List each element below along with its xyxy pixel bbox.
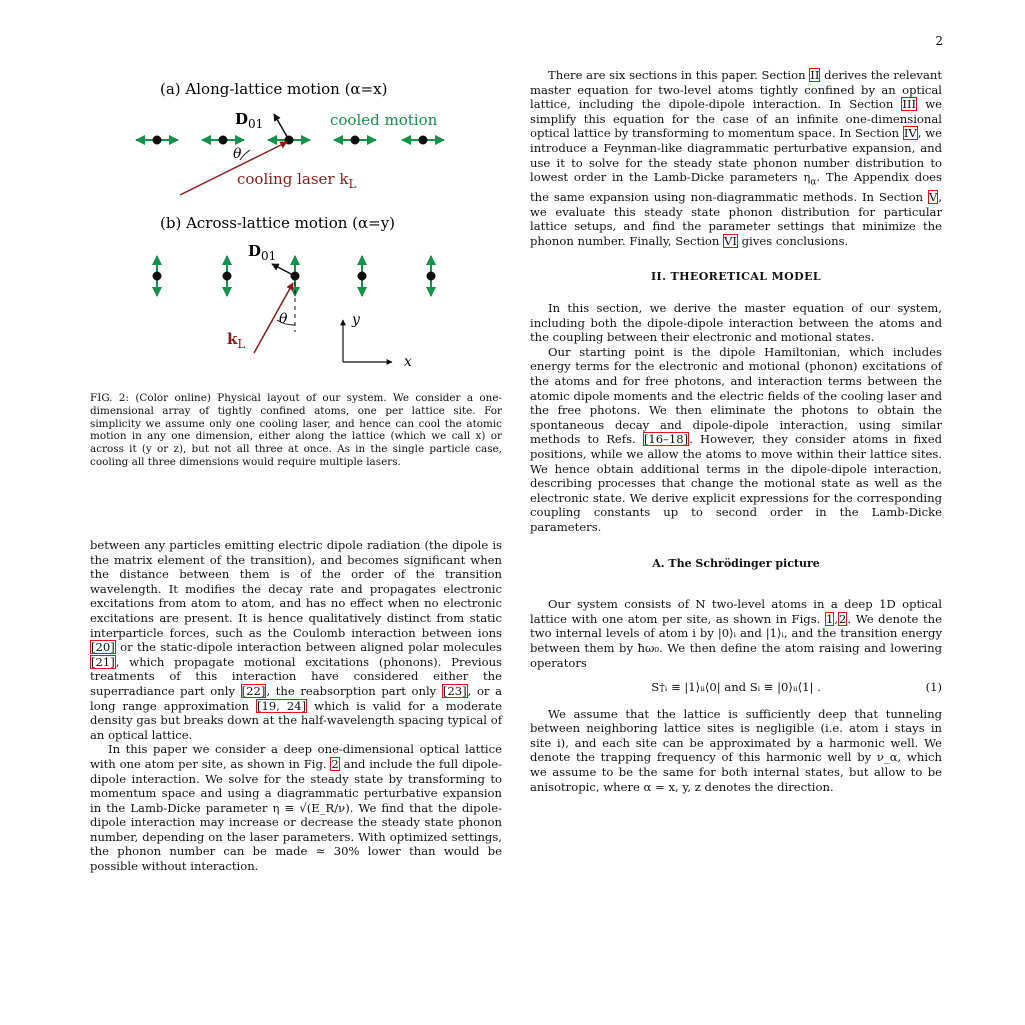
cooling-laser-label: cooling laser $k_L$	[237, 170, 357, 191]
axis-x-label: x	[404, 354, 412, 370]
citation-link[interactable]: [22]	[241, 683, 266, 698]
atom	[153, 272, 162, 281]
cooled-motion-label: cooled motion	[330, 111, 438, 129]
atom	[427, 272, 436, 281]
theta-b: θ	[279, 311, 288, 327]
citation-link[interactable]: [21]	[91, 654, 115, 669]
paragraph: Our starting point is the dipole Hamiltonian, which includes energy terms for the electronic and motional (phonon) excitations of the atoms and for free photons, and interaction terms between the atomic dipole moments and the electric fields of the cooling laser and the free photons. We then eliminate the photons to obtain the spontaneous decay and dipole-dipole interaction, using similar methods to Refs. [16–18]. However, they consider atoms in fixed positions, while we allow the atoms to move within their lattice sites. We hence obtain additional terms in the dipole-dipole interaction, describing processes that change the motional state as well as the electronic state. We derive explicit expressions for the corresponding coupling constants up to second order in the Lamb-Dicke parameters.	[530, 344, 942, 534]
atom	[358, 272, 367, 281]
panel-b-label: (b) Across-lattice motion (α=y)	[160, 214, 396, 232]
coordinate-axes	[343, 312, 412, 370]
paragraph: There are six sections in this paper. Section II derives the relevant master equation for two-level atoms tightly confined by an optical lattice, including the dipole-dipole interaction. In Section III we simplify this equation for the case of an infinite one-dimensional optical lattice by transforming to momentum space. In Section IV, we introduce a Feynman-like diagrammatic perturbative expansion, and use it to solve for the steady state phonon number distribution to lowest order in the Lamb-Dicke parameters $\eta_\alpha$. The Appendix does the same expansion using non-diagrammatic methods. In Section V, we evaluate this steady state phonon distribution for particular lattice setups, and find the parameter settings that minimize the phonon number. Finally, Section VI gives conclusions.	[530, 68, 942, 248]
figure-link[interactable]: 1	[825, 611, 834, 626]
citation-link[interactable]: [23]	[442, 683, 467, 698]
section-heading: II. THEORETICAL MODEL	[650, 270, 822, 284]
subsection-heading: A. The Schrödinger picture	[652, 556, 820, 570]
theta-a: θ	[233, 146, 242, 162]
figure-link[interactable]: 2	[331, 756, 339, 771]
panel-a-label: (a) Along-lattice motion (α=x)	[160, 80, 388, 98]
section-link[interactable]: III	[902, 97, 917, 112]
equation-number: (1)	[925, 680, 942, 695]
paragraph: Our system consists of N two-level atoms in a deep 1D optical lattice with one atom per site, as shown in Figs. 1,2. We denote the two internal levels of atom i by |0⟩ᵢ and |1⟩ᵢ, and the transition energy between them by ħω₀. We then define the atom raising and lowering operators	[530, 597, 942, 670]
atom	[219, 136, 228, 145]
dipole-arrow-a	[274, 114, 289, 140]
paragraph: between any particles emitting electric dipole radiation (the dipole is the matrix element of the transition), and becomes significant when the distance between them is of the order of the transition wavelength. It modifies the decay rate and propagates electronic excitations from atom to atom, and has no effect when no electronic excitations are present. It is hence qualitatively distinct from static interparticle forces, such as the Coulomb interaction between ions [20] or the static-dipole interaction between aligned polar molecules [21], which propagate motional excitations (phonons). Previous treatments of this interaction have considered either the superradiance part only [22], the reabsorption part only [23], or a long range approximation [19, 24] which is valid for a moderate density gas but breaks down at the half-wavelength spacing typical of an optical lattice.	[90, 538, 502, 742]
atom	[153, 136, 162, 145]
right-column	[530, 68, 942, 794]
equation-1	[530, 680, 942, 695]
paragraph: In this paper we consider a deep one-dimensional optical lattice with one atom per site, as shown in Fig. 2 and include the full dipole-dipole interaction. We solve for the steady state by transforming to momentum space and using a diagrammatic perturbative expansion in the Lamb-Dicke parameter η ≡ √(E_R/ν). We find that the dipole-dipole interaction may increase or decrease the steady state phonon number, depending on the laser parameters. With optimized settings, the phonon number can be made ≈ 30% lower than would be possible without interaction.	[90, 742, 502, 874]
figure-2	[90, 70, 510, 380]
atom	[223, 272, 232, 281]
section-link[interactable]: IV	[903, 126, 917, 141]
paragraph: In this section, we derive the master equation of our system, including both the dipole-dipole interaction between the atoms and the coupling between their electronic and motional states.	[530, 301, 942, 345]
dipole-label-b: $D_{01}$	[248, 242, 277, 263]
dipole-arrow-b	[272, 264, 295, 276]
theta-arc-a	[240, 150, 250, 160]
atom	[351, 136, 360, 145]
left-column	[90, 538, 502, 874]
equation-content: S†ᵢ ≡ |1⟩ᵢᵢ⟨0| and Sᵢ ≡ |0⟩ᵢᵢ⟨1| .	[651, 680, 821, 695]
section-link[interactable]: V	[928, 190, 938, 205]
citation-link[interactable]: [19, 24]	[256, 698, 307, 713]
figure-link[interactable]: 2	[839, 611, 847, 626]
atom	[419, 136, 428, 145]
axis-y-label: y	[352, 312, 360, 328]
page-number: 2	[935, 34, 943, 48]
citation-link[interactable]: [20]	[91, 640, 115, 655]
section-link[interactable]: II	[810, 68, 820, 82]
atoms-row-a	[136, 136, 444, 145]
dipole-label-a: $D_{01}$	[235, 110, 264, 131]
figure-caption: FIG. 2: (Color online) Physical layout of our system. We consider a one-dimensional array of tightly confined atoms, one per lattice site. For simplicity we assume only one cooling laser, and hence can cool the atomic motion in any one dimension, either along the lattice (which we call x) or across it (y or z), but not all three at once. As in the single particle case, cooling all three dimensions would require multiple lasers.	[90, 392, 502, 468]
paragraph: We assume that the lattice is sufficiently deep that tunneling between neighboring lattice sites is negligible (i.e. atom i stays in site i), and each site can be approximated by a harmonic well. We denote the trapping frequency of this harmonic well by ν_α, which we assume to be the same for both internal states, but allow to be anisotropic, where α = x, y, z denotes the direction.	[530, 706, 942, 794]
kL-label: $k_L$	[227, 330, 246, 351]
section-link[interactable]: VI	[724, 233, 737, 248]
citation-link[interactable]: [16–18]	[643, 432, 689, 447]
